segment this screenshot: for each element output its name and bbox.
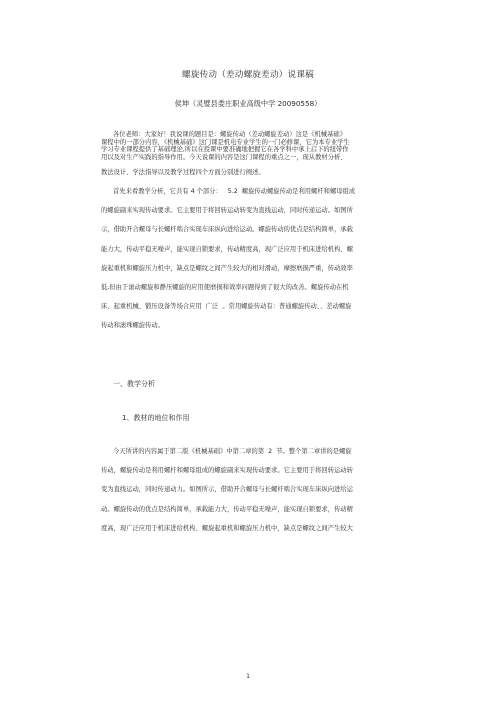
paragraph-line: 变为直线运动，同时传递动力。如图所示，借助开合螺母与长螺杆啮合实现车床纵向进给运 [101, 486, 353, 494]
paragraph-line: 传动，螺旋传动是利用螺杆和螺母组成的螺旋副来实现传动要求。它主要用于将回转运动转 [101, 467, 353, 475]
page-number: 1 [246, 673, 250, 680]
paragraph-line: 低,但由于滚动螺旋和静压螺旋的应用使磨损和效率问题得到了很大的改善。螺旋传动在机 [101, 284, 349, 292]
paragraph-line: 的螺旋副来实现传动要求。它主要用于将回转运动转变为直线运动，同时传递运动。如图所 [101, 207, 353, 215]
paragraph-line: 传动和滚珠螺旋传动。 [101, 322, 164, 330]
paragraph-line: 旋起重机和螺旋压力机中，缺点是螺纹之间产生较大的相对滑动，摩擦磨损严重，传动效率 [101, 264, 353, 272]
subsection-heading: 1、教材的地位和作用 [122, 414, 190, 422]
intro-line: 课程中的一部分内容，《机械基础》这门课是机电专业学生的一门必修课，它为本专业学生 [101, 138, 350, 146]
intro-last-line-wrap [101, 169, 401, 177]
teaching-analysis-paragraph [101, 182, 401, 336]
document-title: 螺旋传动（差动螺旋差动）说课稿 [182, 70, 314, 80]
section-heading: 一、教学分析 [113, 380, 155, 388]
paragraph-line: 度高，现广泛应用于机床进给机构、螺旋起重机和螺旋压力机中，缺点是螺纹之间产生较大 [101, 524, 353, 532]
intro-line: 学习专业课程提供了基础理论,所以在授课中要准确地把握它在各学科中承上启下的纽带作 [101, 146, 349, 154]
paragraph-line: 今天所讲的内容属于第二版《机械基础》中第二章的第 2 节。整个第二章讲的是螺旋 [113, 448, 352, 455]
paragraph-line: 示，借助开合螺母与长螺杆啮合实现车床纵向进给运动。螺旋传动的优点是结构简单，承载 [101, 226, 353, 234]
paragraph-line: 首先来看教学分析，它共有 4 个部分： 5.2 螺旋传动螺旋传动是利用螺杆和螺母组成 [113, 188, 356, 195]
intro-line: 用以及对生产实践的指导作用。今天说课的内容是这门课程的重点之一，现从教材分析、 [101, 153, 347, 161]
paragraph-line: 床、起重机械、锻压设备等场合应用 广泛 。常用螺旋传动有：普通螺旋传动、、差动螺旋 [101, 303, 352, 311]
paragraph-line: 能力大，传动平稳无噪声，能实现自锁要求，传动精度高，现广泛应用于机床进给机构、螺 [101, 245, 353, 253]
author-line: 侯坤（灵璧县娄庄职业高级中学 20090558） [174, 99, 322, 108]
intro-paragraph [101, 131, 401, 161]
paragraph-line: 动。螺旋传动的优点是结构简单，承载能力大，传动平稳无噪声，能实现自锁要求，传动精 [101, 505, 353, 513]
intro-line: 教法设计、学法指导以及教学过程四个方面分别进行阐述。 [101, 169, 265, 176]
material-role-paragraph [101, 442, 401, 538]
intro-line: 各位老师：大家好！我说课的题目是：螺旋传动（差动螺旋差动）这是《机械基础》 [113, 131, 346, 138]
